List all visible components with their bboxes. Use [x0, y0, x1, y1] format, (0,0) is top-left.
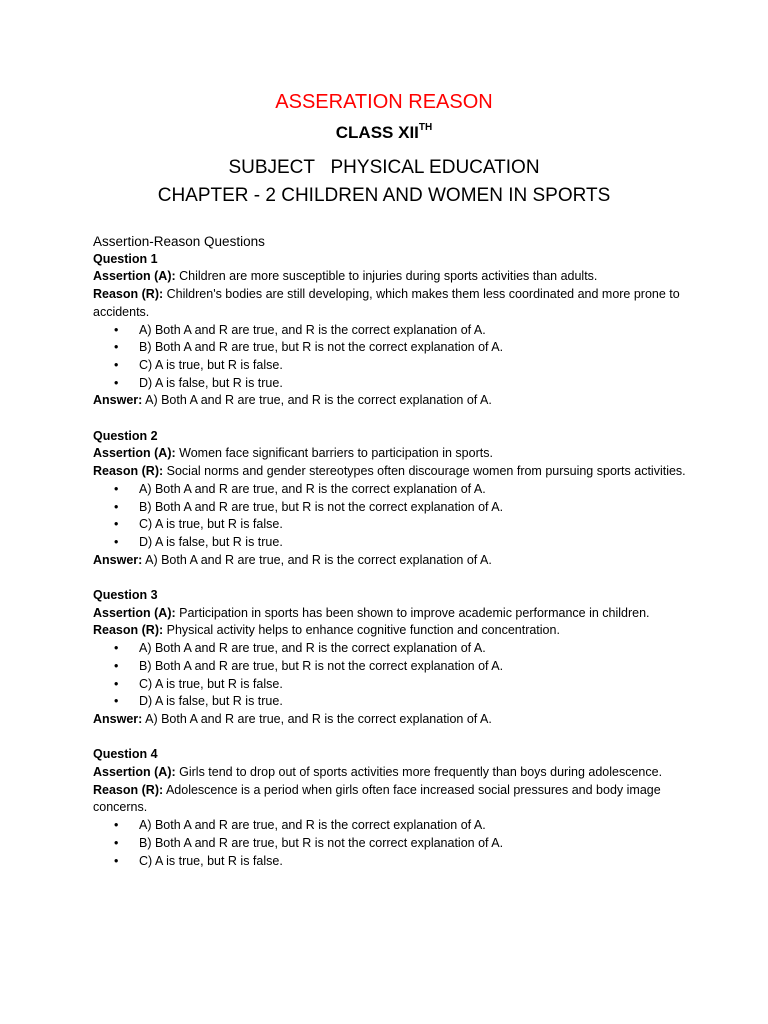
- bullet-icon: •: [114, 534, 119, 549]
- assertion-text: Children are more susceptible to injuries during sports activities than adults.: [179, 269, 598, 284]
- option-item: [93, 534, 693, 552]
- reason-label: Reason (R):: [93, 464, 164, 479]
- class-label: CLASS XII: [335, 123, 419, 142]
- reason-label: Reason (R):: [93, 782, 164, 797]
- reason-text: Children's bodies are still developing, which makes them less coordinated and more prone to accidents.: [93, 287, 680, 319]
- assertion-label: Assertion (A):: [93, 269, 176, 284]
- bullet-icon: •: [114, 357, 119, 372]
- option-item: [93, 357, 693, 375]
- reason-line: [93, 782, 693, 817]
- subject-heading: SUBJECT PHYSICAL EDUCATION: [228, 157, 540, 178]
- option-item: [93, 693, 693, 711]
- question-block: [93, 746, 693, 870]
- option-text: D) A is false, but R is true.: [139, 694, 283, 709]
- document-header: [0, 88, 768, 210]
- answer-line: [93, 552, 693, 570]
- bullet-icon: •: [114, 818, 119, 833]
- answer-text: A) Both A and R are true, and R is the correct explanation of A.: [145, 552, 492, 567]
- options-list: [93, 322, 693, 393]
- answer-label: Answer:: [93, 393, 143, 408]
- option-text: A) Both A and R are true, and R is the correct explanation of A.: [139, 322, 486, 337]
- document-title: ASSERATION REASON: [275, 91, 493, 113]
- assertion-line: [93, 605, 693, 623]
- answer-text: A) Both A and R are true, and R is the correct explanation of A.: [145, 393, 492, 408]
- reason-line: [93, 463, 693, 481]
- bullet-icon: •: [114, 641, 119, 656]
- reason-label: Reason (R):: [93, 623, 164, 638]
- option-item: [93, 481, 693, 499]
- option-item: [93, 375, 693, 393]
- option-text: C) A is true, but R is false.: [139, 357, 283, 372]
- option-text: A) Both A and R are true, and R is the correct explanation of A.: [139, 818, 486, 833]
- options-list: [93, 481, 693, 552]
- reason-text: Social norms and gender stereotypes often discourage women from pursuing sports activities.: [166, 464, 686, 479]
- question-title: Question 3: [93, 588, 158, 603]
- answer-label: Answer:: [93, 711, 143, 726]
- assertion-line: [93, 764, 693, 782]
- assertion-label: Assertion (A):: [93, 605, 176, 620]
- question-title: Question 4: [93, 747, 158, 762]
- option-item: [93, 853, 693, 871]
- option-text: D) A is false, but R is true.: [139, 534, 283, 549]
- reason-text: Physical activity helps to enhance cognitive function and concentration.: [166, 623, 560, 638]
- option-item: [93, 835, 693, 853]
- option-item: [93, 640, 693, 658]
- bullet-icon: •: [114, 658, 119, 673]
- answer-text: A) Both A and R are true, and R is the correct explanation of A.: [145, 711, 492, 726]
- document-body: [93, 233, 693, 888]
- bullet-icon: •: [114, 481, 119, 496]
- bullet-icon: •: [114, 499, 119, 514]
- option-text: C) A is true, but R is false.: [139, 676, 283, 691]
- option-text: D) A is false, but R is true.: [139, 375, 283, 390]
- question-block: [93, 587, 693, 729]
- options-list: [93, 817, 693, 870]
- option-text: C) A is true, but R is false.: [139, 517, 283, 532]
- option-text: B) Both A and R are true, but R is not the correct explanation of A.: [139, 340, 504, 355]
- reason-line: [93, 622, 693, 640]
- assertion-text: Participation in sports has been shown to improve academic performance in children.: [179, 605, 650, 620]
- question-block: [93, 428, 693, 570]
- option-item: [93, 499, 693, 517]
- assertion-label: Assertion (A):: [93, 446, 176, 461]
- bullet-icon: •: [114, 375, 119, 390]
- option-item: [93, 676, 693, 694]
- answer-label: Answer:: [93, 552, 143, 567]
- option-item: [93, 516, 693, 534]
- question-title: Question 2: [93, 428, 158, 443]
- reason-line: [93, 286, 693, 321]
- bullet-icon: •: [114, 322, 119, 337]
- class-superscript: TH: [418, 122, 433, 133]
- chapter-heading: CHAPTER - 2 CHILDREN AND WOMEN IN SPORTS: [157, 185, 611, 206]
- answer-line: [93, 711, 693, 729]
- bullet-icon: •: [114, 853, 119, 868]
- question-title: Question 1: [93, 251, 158, 266]
- reason-label: Reason (R):: [93, 287, 164, 302]
- option-text: B) Both A and R are true, but R is not the correct explanation of A.: [139, 835, 504, 850]
- bullet-icon: •: [114, 676, 119, 691]
- options-list: [93, 640, 693, 711]
- option-item: [93, 658, 693, 676]
- question-block: [93, 251, 693, 410]
- option-item: [93, 322, 693, 340]
- assertion-text: Women face significant barriers to participation in sports.: [179, 446, 493, 461]
- assertion-text: Girls tend to drop out of sports activities more frequently than boys during adolescence.: [179, 765, 663, 780]
- assertion-line: [93, 268, 693, 286]
- option-item: [93, 339, 693, 357]
- bullet-icon: •: [114, 694, 119, 709]
- answer-line: [93, 392, 693, 410]
- option-text: B) Both A and R are true, but R is not the correct explanation of A.: [139, 658, 504, 673]
- option-text: C) A is true, but R is false.: [139, 853, 283, 868]
- option-item: [93, 817, 693, 835]
- section-heading: Assertion-Reason Questions: [93, 234, 265, 249]
- option-text: A) Both A and R are true, and R is the correct explanation of A.: [139, 481, 486, 496]
- option-text: A) Both A and R are true, and R is the correct explanation of A.: [139, 641, 486, 656]
- assertion-label: Assertion (A):: [93, 765, 176, 780]
- option-text: B) Both A and R are true, but R is not the correct explanation of A.: [139, 499, 504, 514]
- bullet-icon: •: [114, 340, 119, 355]
- reason-text: Adolescence is a period when girls often face increased social pressures and body image concerns.: [93, 782, 661, 815]
- bullet-icon: •: [114, 517, 119, 532]
- bullet-icon: •: [114, 835, 119, 850]
- class-heading: [0, 119, 768, 147]
- assertion-line: [93, 445, 693, 463]
